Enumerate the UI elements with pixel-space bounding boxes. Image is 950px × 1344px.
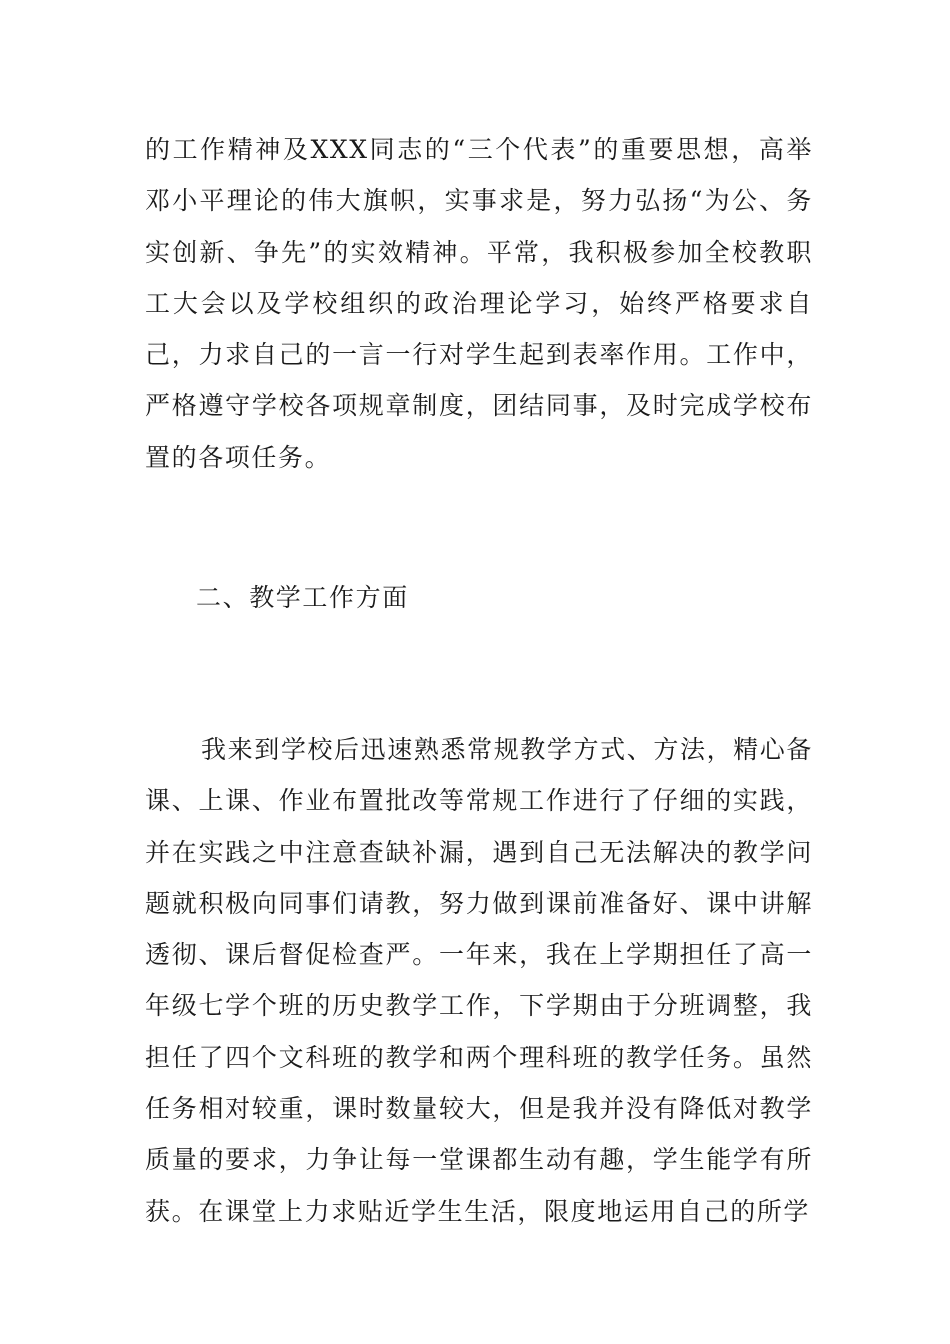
section-heading-teaching-work: 二、教学工作方面 — [196, 583, 409, 612]
body-paragraph-teaching-work: 我来到学校后迅速熟悉常规教学方式、方法，精心备课、上课、作业布置批改等常规工作进行了仔细的实践，并在实践之中注意查缺补漏，遇到自己无法解决的教学问题就积极向同事们请教，努力做到课前准备好、课中讲解透彻、课后督促检查严。一年来，我在上学期担任了高一年级七学个班的历史教学工作，下学期由于分班调整，我担任了四个文科班的教学和两个理科班的教学任务。虽然任务相对较重，课时数量较大，但是我并没有降低对教学质量的要求，力争让每一堂课都生动有趣，学生能学有所获。在课堂上力求贴近学生生活，限度地运用自己的所学 — [145, 735, 813, 1226]
body-paragraph-political-work: 的工作精神及XXX同志的“三个代表”的重要思想，高举邓小平理论的伟大旗帜，实事求是，努力弘扬“为公、务实创新、争先”的实效精神。平常，我积极参加全校教职工大会以及学校组织的政治理论学习，始终严格要求自己，力求自己的一言一行对学生起到表率作用。工作中，严格遵守学校各项规章制度，团结同事，及时完成学校布置的各项任务。 — [145, 135, 813, 472]
